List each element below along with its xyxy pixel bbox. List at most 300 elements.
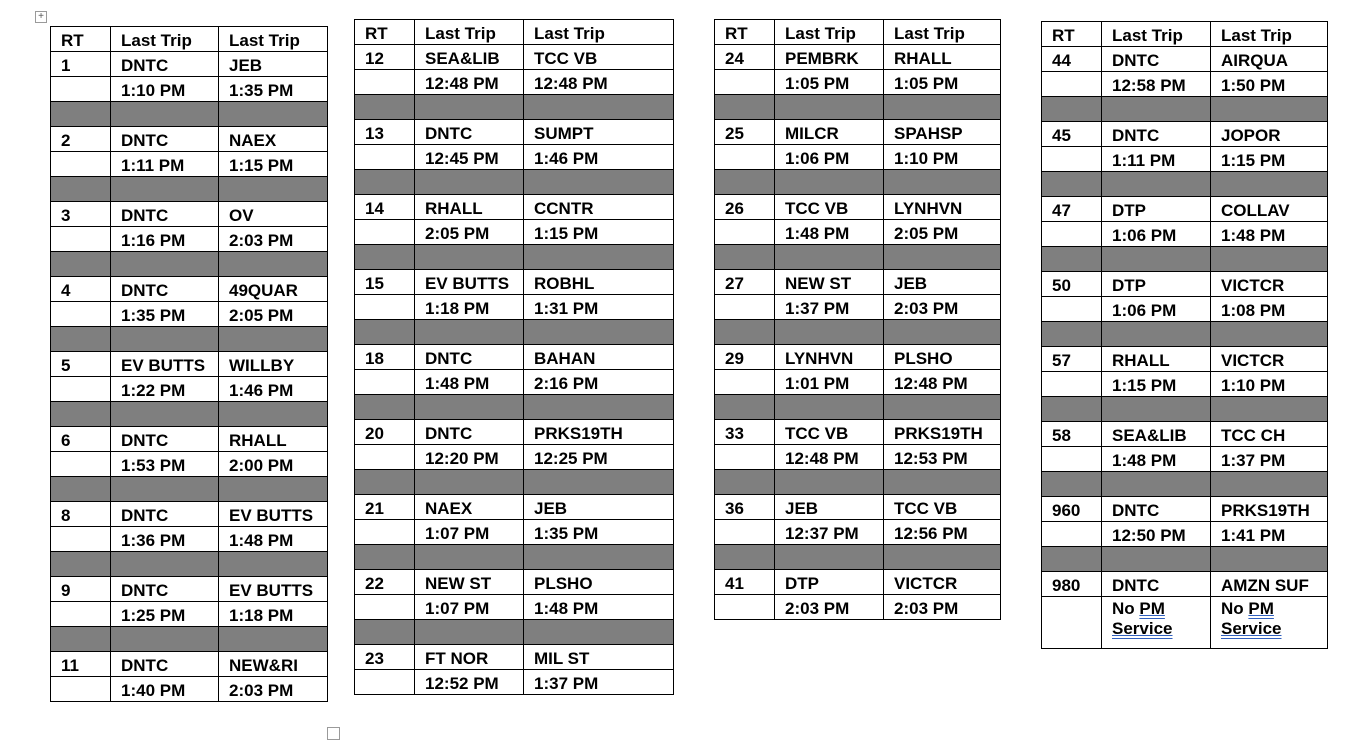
- empty-cell: [715, 520, 775, 545]
- route-from-stop: LYNHVN: [775, 345, 884, 370]
- header-row: [51, 27, 328, 52]
- route-number: 12: [355, 45, 415, 70]
- route-from-stop: DNTC: [415, 420, 524, 445]
- route-from-stop: NEW ST: [775, 270, 884, 295]
- route-to-time: 1:35 PM: [524, 520, 674, 545]
- route-to-time: 1:18 PM: [219, 602, 328, 627]
- route-number: 25: [715, 120, 775, 145]
- route-to-stop: NEW&RI: [219, 652, 328, 677]
- route-from-stop: NAEX: [415, 495, 524, 520]
- header-last-trip-to: Last Trip: [219, 27, 328, 52]
- route-time-row: [715, 595, 1001, 620]
- route-row: [1042, 272, 1328, 297]
- route-time-row: [715, 220, 1001, 245]
- route-number: 29: [715, 345, 775, 370]
- separator-cell: [111, 627, 219, 652]
- route-number: 26: [715, 195, 775, 220]
- route-row: [355, 120, 674, 145]
- route-to-time: 1:05 PM: [884, 70, 1001, 95]
- header-last-trip-from: Last Trip: [415, 20, 524, 45]
- separator-row: [1042, 97, 1328, 122]
- route-number: 8: [51, 502, 111, 527]
- route-time-row: [715, 520, 1001, 545]
- separator-cell: [715, 170, 775, 195]
- route-number: 20: [355, 420, 415, 445]
- route-to-time: 2:03 PM: [884, 295, 1001, 320]
- separator-row: [715, 170, 1001, 195]
- route-time-row: [1042, 297, 1328, 322]
- separator-row: [1042, 547, 1328, 572]
- route-from-stop: DNTC: [1102, 497, 1211, 522]
- route-to-stop: ROBHL: [524, 270, 674, 295]
- route-from-stop: TCC VB: [775, 195, 884, 220]
- separator-cell: [355, 95, 415, 120]
- separator-cell: [111, 477, 219, 502]
- separator-row: [51, 402, 328, 427]
- empty-cell: [715, 220, 775, 245]
- route-from-time: 1:05 PM: [775, 70, 884, 95]
- route-to-time: 1:48 PM: [1211, 222, 1328, 247]
- route-row: [1042, 497, 1328, 522]
- separator-cell: [1102, 472, 1211, 497]
- separator-cell: [524, 245, 674, 270]
- route-row: [51, 502, 328, 527]
- route-from-stop: PEMBRK: [775, 45, 884, 70]
- separator-cell: [355, 320, 415, 345]
- route-time-row: [1042, 597, 1328, 649]
- route-from-stop: MILCR: [775, 120, 884, 145]
- route-from-stop: RHALL: [415, 195, 524, 220]
- route-number: 36: [715, 495, 775, 520]
- route-from-time: 12:52 PM: [415, 670, 524, 695]
- route-from-stop: DNTC: [1102, 47, 1211, 72]
- route-to-time: 1:15 PM: [1211, 147, 1328, 172]
- separator-cell: [355, 470, 415, 495]
- route-to-time: 1:10 PM: [884, 145, 1001, 170]
- empty-cell: [51, 302, 111, 327]
- route-to-stop: TCC VB: [524, 45, 674, 70]
- separator-cell: [1042, 172, 1102, 197]
- separator-row: [1042, 172, 1328, 197]
- route-from-time: 1:06 PM: [775, 145, 884, 170]
- separator-cell: [715, 545, 775, 570]
- separator-cell: [775, 245, 884, 270]
- pm-text: PM: [1248, 599, 1274, 618]
- header-last-trip-to: Last Trip: [884, 20, 1001, 45]
- route-time-row: [355, 70, 674, 95]
- route-to-stop: TCC VB: [884, 495, 1001, 520]
- separator-cell: [415, 620, 524, 645]
- separator-cell: [355, 545, 415, 570]
- separator-row: [51, 252, 328, 277]
- separator-cell: [51, 102, 111, 127]
- route-to-stop: BAHAN: [524, 345, 674, 370]
- empty-cell: [51, 377, 111, 402]
- route-time-row: [355, 520, 674, 545]
- route-from-stop: DNTC: [1102, 572, 1211, 597]
- route-from-time: 1:36 PM: [111, 527, 219, 552]
- route-number: 23: [355, 645, 415, 670]
- route-from-stop: DNTC: [111, 52, 219, 77]
- route-from-stop: DNTC: [415, 120, 524, 145]
- header-row: [1042, 22, 1328, 47]
- route-to-stop: PRKS19TH: [524, 420, 674, 445]
- separator-cell: [1042, 397, 1102, 422]
- separator-cell: [51, 177, 111, 202]
- route-to-time: 2:05 PM: [884, 220, 1001, 245]
- separator-cell: [1102, 172, 1211, 197]
- separator-cell: [1211, 547, 1328, 572]
- route-to-stop: VICTCR: [1211, 347, 1328, 372]
- no-text: No: [1112, 599, 1140, 618]
- empty-cell: [715, 145, 775, 170]
- route-to-stop: VICTCR: [884, 570, 1001, 595]
- route-row: [715, 270, 1001, 295]
- header-last-trip-from: Last Trip: [775, 20, 884, 45]
- separator-cell: [1042, 322, 1102, 347]
- route-time-row: [715, 70, 1001, 95]
- separator-cell: [1211, 247, 1328, 272]
- route-from-time: 12:58 PM: [1102, 72, 1211, 97]
- separator-cell: [51, 402, 111, 427]
- route-from-time: 1:25 PM: [111, 602, 219, 627]
- header-row: [355, 20, 674, 45]
- route-to-stop: EV BUTTS: [219, 577, 328, 602]
- schedule-table-2: [354, 19, 674, 695]
- route-number: 24: [715, 45, 775, 70]
- pm-text: PM: [1139, 599, 1165, 618]
- empty-cell: [51, 152, 111, 177]
- separator-cell: [415, 95, 524, 120]
- empty-cell: [715, 595, 775, 620]
- separator-cell: [1042, 547, 1102, 572]
- separator-row: [51, 552, 328, 577]
- route-from-time: 1:10 PM: [111, 77, 219, 102]
- separator-row: [715, 320, 1001, 345]
- route-to-stop: COLLAV: [1211, 197, 1328, 222]
- separator-cell: [1211, 322, 1328, 347]
- empty-cell: [51, 527, 111, 552]
- separator-cell: [775, 395, 884, 420]
- empty-cell: [51, 227, 111, 252]
- route-to-time: 1:35 PM: [219, 77, 328, 102]
- route-number: 980: [1042, 572, 1102, 597]
- route-number: 6: [51, 427, 111, 452]
- route-from-time: 12:20 PM: [415, 445, 524, 470]
- separator-row: [1042, 472, 1328, 497]
- header-row: [715, 20, 1001, 45]
- separator-cell: [775, 545, 884, 570]
- route-to-stop: RHALL: [884, 45, 1001, 70]
- separator-cell: [51, 252, 111, 277]
- header-rt: RT: [51, 27, 111, 52]
- route-to-time: 1:15 PM: [524, 220, 674, 245]
- route-number: 22: [355, 570, 415, 595]
- separator-row: [355, 245, 674, 270]
- route-from-stop: DNTC: [111, 127, 219, 152]
- route-row: [355, 45, 674, 70]
- separator-row: [355, 620, 674, 645]
- separator-row: [715, 245, 1001, 270]
- route-to-time: 1:15 PM: [219, 152, 328, 177]
- separator-cell: [219, 627, 328, 652]
- route-from-stop: DNTC: [111, 427, 219, 452]
- route-to-stop: PRKS19TH: [884, 420, 1001, 445]
- route-to-time: 12:56 PM: [884, 520, 1001, 545]
- empty-cell: [1042, 447, 1102, 472]
- route-to-time: 1:48 PM: [524, 595, 674, 620]
- header-rt: RT: [715, 20, 775, 45]
- route-row: [1042, 422, 1328, 447]
- separator-cell: [524, 470, 674, 495]
- route-from-stop: EV BUTTS: [111, 352, 219, 377]
- empty-cell: [355, 220, 415, 245]
- schedule-table-4: [1041, 21, 1328, 649]
- route-row: [1042, 122, 1328, 147]
- route-to-time: 1:31 PM: [524, 295, 674, 320]
- route-row: [51, 577, 328, 602]
- route-from-time: 12:45 PM: [415, 145, 524, 170]
- route-from-time: 1:15 PM: [1102, 372, 1211, 397]
- route-to-time: 1:48 PM: [219, 527, 328, 552]
- separator-cell: [111, 552, 219, 577]
- route-from-time: 1:11 PM: [111, 152, 219, 177]
- route-to-stop: RHALL: [219, 427, 328, 452]
- route-from-time: 1:01 PM: [775, 370, 884, 395]
- empty-cell: [355, 370, 415, 395]
- route-number: 960: [1042, 497, 1102, 522]
- separator-cell: [775, 170, 884, 195]
- route-from-time: 1:40 PM: [111, 677, 219, 702]
- separator-row: [1042, 397, 1328, 422]
- separator-cell: [884, 545, 1001, 570]
- route-to-time: 2:16 PM: [524, 370, 674, 395]
- route-from-time: 2:05 PM: [415, 220, 524, 245]
- separator-cell: [111, 102, 219, 127]
- route-time-row: [1042, 72, 1328, 97]
- route-from-time: 1:11 PM: [1102, 147, 1211, 172]
- route-row: [51, 352, 328, 377]
- separator-cell: [775, 470, 884, 495]
- route-from-stop: SEA&LIB: [415, 45, 524, 70]
- route-row: [51, 277, 328, 302]
- route-from-time: 1:07 PM: [415, 520, 524, 545]
- route-from-time: 1:06 PM: [1102, 222, 1211, 247]
- header-last-trip-to: Last Trip: [1211, 22, 1328, 47]
- separator-row: [355, 320, 674, 345]
- route-from-time: 1:16 PM: [111, 227, 219, 252]
- route-to-time: 2:05 PM: [219, 302, 328, 327]
- route-number: 27: [715, 270, 775, 295]
- route-number: 18: [355, 345, 415, 370]
- route-number: 5: [51, 352, 111, 377]
- separator-cell: [1211, 172, 1328, 197]
- route-from-stop: FT NOR: [415, 645, 524, 670]
- separator-cell: [219, 177, 328, 202]
- route-to-time: 1:50 PM: [1211, 72, 1328, 97]
- route-row: [51, 52, 328, 77]
- route-to-time: 1:37 PM: [1211, 447, 1328, 472]
- route-from-time: 1:07 PM: [415, 595, 524, 620]
- route-to-stop: SPAHSP: [884, 120, 1001, 145]
- separator-cell: [415, 545, 524, 570]
- separator-cell: [715, 320, 775, 345]
- separator-cell: [51, 327, 111, 352]
- route-row: [51, 127, 328, 152]
- route-from-stop: DNTC: [111, 202, 219, 227]
- schedule-table-3: [714, 19, 1001, 620]
- route-to-stop: LYNHVN: [884, 195, 1001, 220]
- route-to-time: 12:48 PM: [884, 370, 1001, 395]
- separator-cell: [111, 327, 219, 352]
- table-resize-handle[interactable]: [327, 727, 340, 740]
- route-from-time: 1:53 PM: [111, 452, 219, 477]
- separator-cell: [219, 252, 328, 277]
- separator-cell: [715, 470, 775, 495]
- route-from-stop: DNTC: [111, 652, 219, 677]
- route-number: 41: [715, 570, 775, 595]
- separator-cell: [219, 402, 328, 427]
- route-to-stop: PLSHO: [884, 345, 1001, 370]
- separator-cell: [219, 327, 328, 352]
- route-time-row: [1042, 447, 1328, 472]
- separator-cell: [1042, 97, 1102, 122]
- route-number: 21: [355, 495, 415, 520]
- route-to-time: 2:03 PM: [884, 595, 1001, 620]
- separator-cell: [51, 477, 111, 502]
- route-row: [51, 202, 328, 227]
- table-move-handle[interactable]: +: [35, 11, 47, 23]
- separator-row: [355, 170, 674, 195]
- empty-cell: [1042, 372, 1102, 397]
- empty-cell: [715, 445, 775, 470]
- route-to-stop: JOPOR: [1211, 122, 1328, 147]
- route-from-time: 1:48 PM: [775, 220, 884, 245]
- route-from-stop: TCC VB: [775, 420, 884, 445]
- separator-cell: [884, 245, 1001, 270]
- route-number: 44: [1042, 47, 1102, 72]
- separator-cell: [715, 395, 775, 420]
- route-from-stop: DNTC: [415, 345, 524, 370]
- empty-cell: [355, 595, 415, 620]
- separator-cell: [715, 95, 775, 120]
- header-last-trip-from: Last Trip: [111, 27, 219, 52]
- service-text: Service: [1112, 619, 1173, 638]
- empty-cell: [1042, 147, 1102, 172]
- separator-cell: [775, 95, 884, 120]
- route-from-stop: RHALL: [1102, 347, 1211, 372]
- separator-row: [51, 327, 328, 352]
- route-to-stop: WILLBY: [219, 352, 328, 377]
- separator-cell: [219, 477, 328, 502]
- separator-cell: [415, 470, 524, 495]
- separator-cell: [355, 170, 415, 195]
- empty-cell: [51, 452, 111, 477]
- route-time-row: [51, 677, 328, 702]
- empty-cell: [355, 295, 415, 320]
- separator-cell: [884, 470, 1001, 495]
- route-from-stop: DTP: [1102, 197, 1211, 222]
- separator-cell: [524, 395, 674, 420]
- route-to-stop: PLSHO: [524, 570, 674, 595]
- route-time-row: [1042, 372, 1328, 397]
- route-number: 50: [1042, 272, 1102, 297]
- schedule-table-1: [50, 26, 328, 702]
- separator-cell: [355, 245, 415, 270]
- empty-cell: [51, 602, 111, 627]
- separator-cell: [415, 245, 524, 270]
- route-time-row: [1042, 222, 1328, 247]
- separator-cell: [51, 627, 111, 652]
- route-to-stop: OV: [219, 202, 328, 227]
- route-from-stop: DTP: [775, 570, 884, 595]
- route-row: [355, 195, 674, 220]
- route-time-row: [355, 670, 674, 695]
- service-text: Service: [1221, 619, 1282, 638]
- empty-cell: [355, 70, 415, 95]
- separator-cell: [1211, 397, 1328, 422]
- separator-row: [51, 177, 328, 202]
- route-row: [51, 427, 328, 452]
- route-time-row: [51, 227, 328, 252]
- route-to-stop: 49QUAR: [219, 277, 328, 302]
- route-time-row: [715, 295, 1001, 320]
- empty-cell: [1042, 72, 1102, 97]
- separator-cell: [715, 245, 775, 270]
- route-from-time: 1:35 PM: [111, 302, 219, 327]
- separator-row: [715, 95, 1001, 120]
- route-time-row: [51, 377, 328, 402]
- no-text: No: [1221, 599, 1249, 618]
- route-number: 4: [51, 277, 111, 302]
- route-time-row: [355, 220, 674, 245]
- route-to-stop: TCC CH: [1211, 422, 1328, 447]
- route-time-row: [51, 602, 328, 627]
- route-to-stop: NAEX: [219, 127, 328, 152]
- separator-cell: [1102, 397, 1211, 422]
- route-number: 15: [355, 270, 415, 295]
- route-from-time: 1:22 PM: [111, 377, 219, 402]
- separator-row: [355, 95, 674, 120]
- route-from-time: 1:48 PM: [1102, 447, 1211, 472]
- separator-cell: [524, 170, 674, 195]
- route-row: [51, 652, 328, 677]
- route-from-time: 1:37 PM: [775, 295, 884, 320]
- route-to-stop: SUMPT: [524, 120, 674, 145]
- route-row: [355, 270, 674, 295]
- route-from-time: 12:50 PM: [1102, 522, 1211, 547]
- separator-cell: [1102, 97, 1211, 122]
- separator-cell: [355, 620, 415, 645]
- route-row: [1042, 197, 1328, 222]
- empty-cell: [1042, 522, 1102, 547]
- route-time-row: [1042, 522, 1328, 547]
- empty-cell: [715, 70, 775, 95]
- separator-cell: [51, 552, 111, 577]
- route-from-stop: EV BUTTS: [415, 270, 524, 295]
- route-to-time: 2:03 PM: [219, 227, 328, 252]
- separator-row: [1042, 322, 1328, 347]
- separator-cell: [1042, 247, 1102, 272]
- route-row: [355, 570, 674, 595]
- route-number: 2: [51, 127, 111, 152]
- route-time-row: [51, 302, 328, 327]
- separator-row: [355, 395, 674, 420]
- route-time-row: [51, 452, 328, 477]
- separator-row: [51, 627, 328, 652]
- route-to-time: 12:53 PM: [884, 445, 1001, 470]
- route-number: 11: [51, 652, 111, 677]
